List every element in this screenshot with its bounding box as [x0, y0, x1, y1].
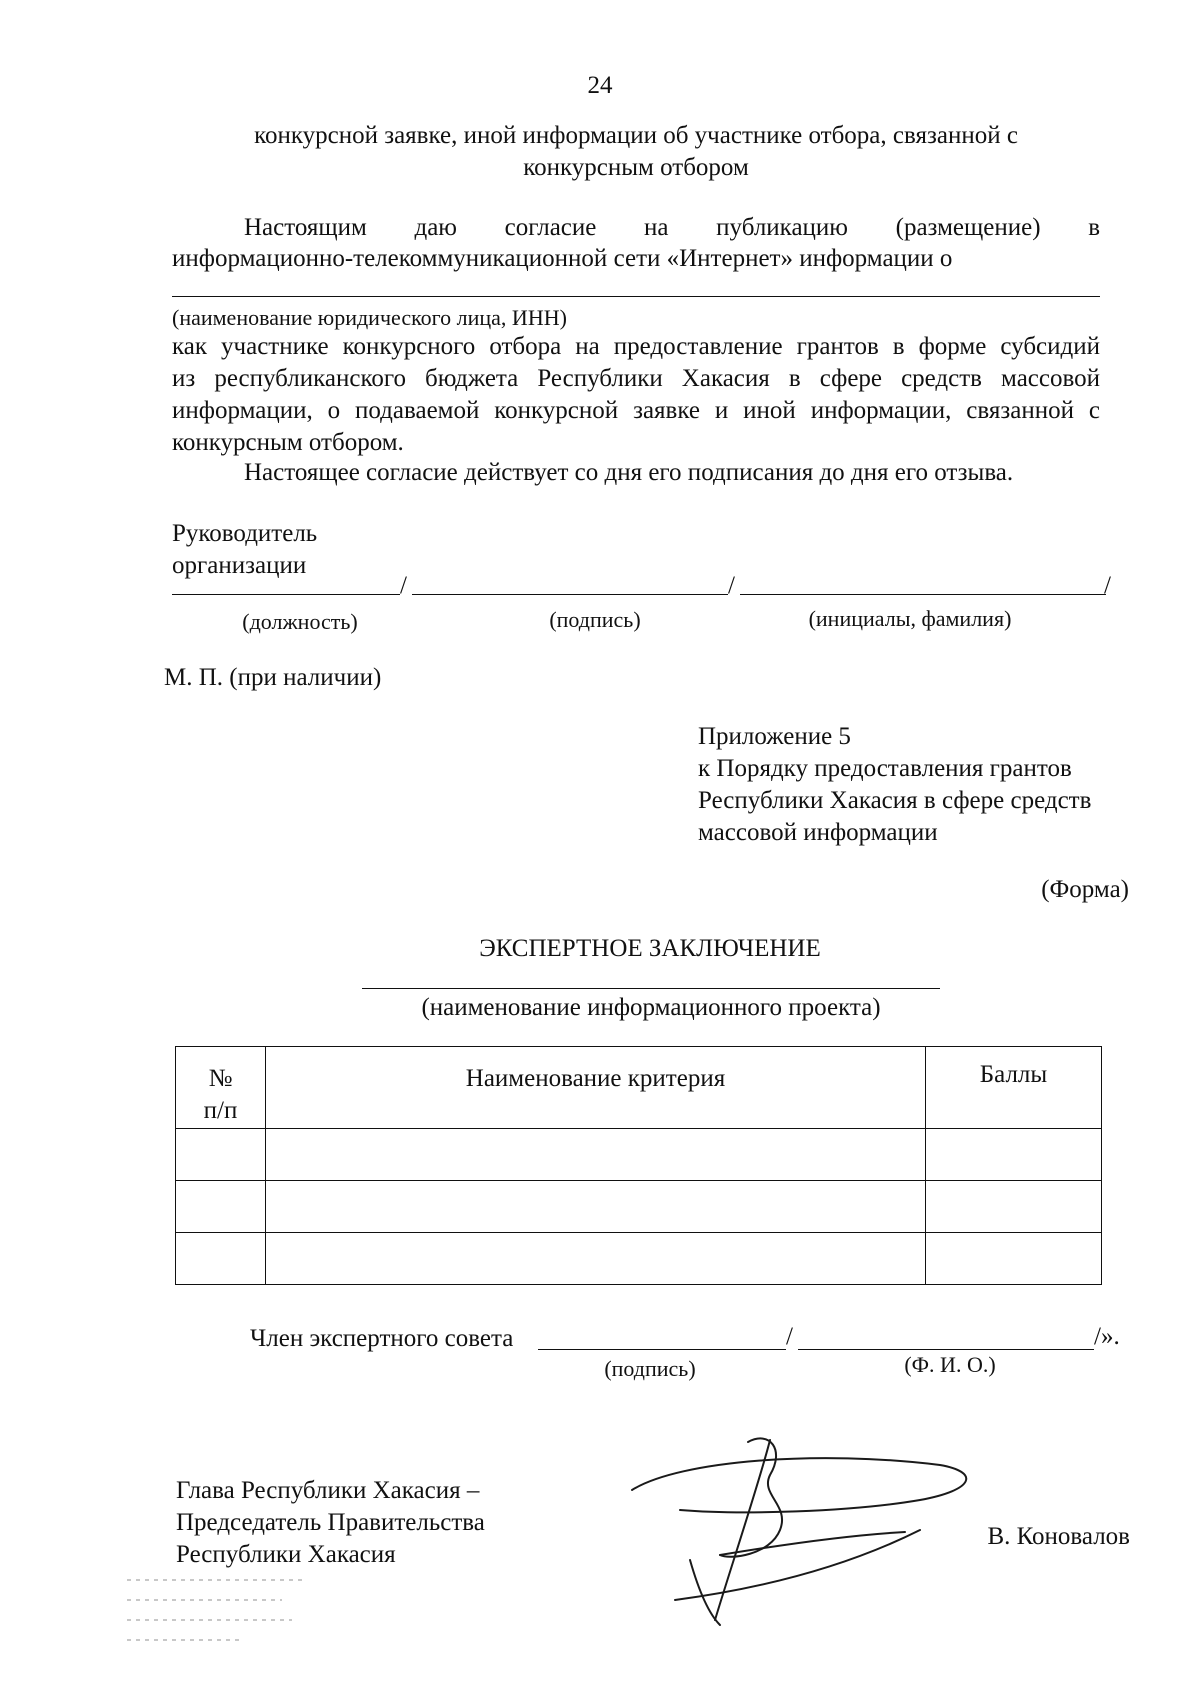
- table-row: [176, 1129, 1102, 1181]
- caption-signature: (подпись): [549, 607, 641, 632]
- page-number: 24: [587, 72, 613, 99]
- column-criterion-header: Наименование критерия: [266, 1047, 926, 1129]
- appendix-line-3: Республики Хакасия в сфере средств: [698, 787, 1092, 814]
- form-label: (Форма): [1041, 876, 1129, 903]
- slash-divider: /: [1104, 572, 1111, 599]
- table-cell[interactable]: [176, 1181, 266, 1233]
- name-blank: [740, 594, 1106, 595]
- expert-caption-signature: (подпись): [604, 1356, 696, 1381]
- table-cell[interactable]: [176, 1233, 266, 1285]
- table-cell[interactable]: [266, 1129, 926, 1181]
- table-cell[interactable]: [926, 1233, 1102, 1285]
- slash-divider: /: [728, 572, 735, 599]
- table-row: [176, 1233, 1102, 1285]
- participant-line-1: как участнике конкурсного отбора на предоставление грантов в форме субсидий: [172, 333, 1100, 360]
- participant-line-4: конкурсным отбором.: [172, 429, 404, 456]
- table-row: [176, 1181, 1102, 1233]
- appendix-line-4: массовой информации: [698, 819, 938, 846]
- faint-stamp: [122, 1560, 322, 1670]
- column-number-symbol: №: [208, 1065, 233, 1092]
- validity-text: Настоящее согласие действует со дня его подписания до дня его отзыва.: [244, 459, 1014, 486]
- participant-line-2: из республиканского бюджета Республики Хакасия в сфере средств массовой: [172, 365, 1100, 392]
- column-number-abbr: п/п: [203, 1097, 238, 1124]
- head-signature-row: [172, 570, 1111, 600]
- intro-line-2: конкурсным отбором: [523, 154, 749, 181]
- footer-title-line-3: Республики Хакасия: [176, 1541, 396, 1568]
- footer-title-line-1: Глава Республики Хакасия –: [176, 1477, 480, 1504]
- seal-note: М. П. (при наличии): [164, 664, 382, 691]
- table-header-row: [176, 1047, 1102, 1129]
- column-points-header: Баллы: [926, 1047, 1102, 1129]
- slash-divider: /: [400, 572, 407, 599]
- consent-line-2: информационно-телекоммуникационной сети «Интернет» информации о: [172, 245, 953, 272]
- expert-title: ЭКСПЕРТНОЕ ЗАКЛЮЧЕНИЕ: [479, 935, 821, 962]
- consent-line-1: Настоящим даю согласие на публикацию (размещение) в: [244, 214, 1100, 241]
- intro-line-1: конкурсной заявке, иной информации об участнике отбора, связанной с: [254, 122, 1018, 149]
- expert-caption-fio: (Ф. И. О.): [904, 1352, 996, 1377]
- legal-entity-caption: (наименование юридического лица, ИНН): [172, 305, 567, 330]
- signature-blank: [412, 594, 728, 595]
- project-name-blank: [362, 988, 940, 989]
- end-mark: /».: [1094, 1323, 1120, 1350]
- footer-title-line-2: Председатель Правительства: [176, 1509, 485, 1536]
- signer-name: В. Коновалов: [987, 1523, 1130, 1550]
- table-cell[interactable]: [266, 1233, 926, 1285]
- expert-signature-blank: [538, 1349, 786, 1350]
- caption-initials-surname: (инициалы, фамилия): [808, 606, 1012, 631]
- table-cell[interactable]: [176, 1129, 266, 1181]
- handwritten-signature: [620, 1420, 1000, 1640]
- head-label-line-1: Руководитель: [172, 520, 318, 547]
- legal-entity-blank: [172, 296, 1100, 297]
- table-cell[interactable]: [266, 1181, 926, 1233]
- appendix-line-1: Приложение 5: [698, 723, 851, 750]
- participant-line-3: информации, о подаваемой конкурсной заявке и иной информации, связанной с: [172, 397, 1100, 424]
- table-cell[interactable]: [926, 1129, 1102, 1181]
- criteria-table: [175, 1046, 1102, 1285]
- position-blank: [172, 594, 400, 595]
- caption-position: (должность): [242, 609, 358, 634]
- table-cell[interactable]: [926, 1181, 1102, 1233]
- project-caption: (наименование информационного проекта): [421, 994, 881, 1021]
- slash-divider: /: [786, 1323, 793, 1350]
- expert-member-label: Член экспертного совета: [250, 1325, 514, 1352]
- head-label-line-2: организации: [172, 552, 307, 579]
- appendix-line-2: к Порядку предоставления грантов: [698, 755, 1072, 782]
- column-number-header: [176, 1047, 266, 1129]
